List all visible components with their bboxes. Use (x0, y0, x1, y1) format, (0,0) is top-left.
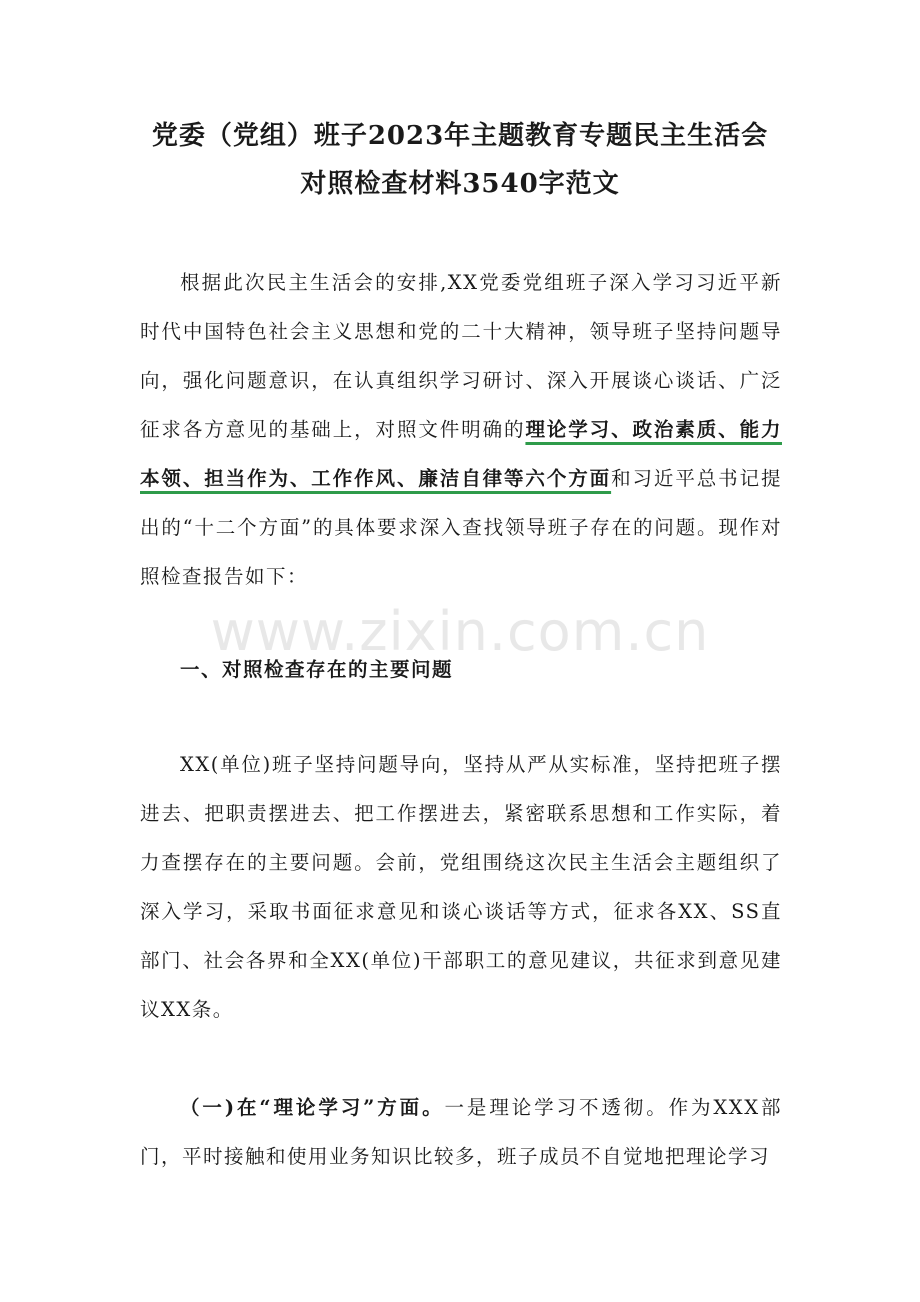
subsection-lead: （一)在“理论学习”方面。 (180, 1096, 445, 1119)
section-heading: 一、对照检查存在的主要问题 (180, 658, 454, 681)
subsection-text: 一是理论学习不透彻。作为XXX部门，平时接触和使用业务知识比较多，班子成员不自觉地把理论学习 (140, 1096, 782, 1168)
intro-paragraph (140, 258, 782, 601)
intro-text-part1: 根据此次民主生活会的安排,XX党委党组班子深入学习习近平新时代中国特色社会主义思想和党的二十大精神，领导班子坚持问题导向，强化问题意识，在认真组织学习研讨、深入开展谈心谈话、广泛征求各方意见的基础上，对照文件明确的 (140, 271, 782, 441)
section-paragraph: XX(单位)班子坚持问题导向，坚持从严从实标准，坚持把班子摆进去、把职责摆进去、把工作摆进去，紧密联系思想和工作实际，着力查摆存在的主要问题。会前，党组围绕这次民主生活会主题组织了深入学习，采取书面征求意见和谈心谈话等方式，征求各XX、SS直部门、社会各界和全XX(单位)干部职工的意见建议，共征求到意见建议XX条。 (140, 753, 782, 1021)
intro-highlight: 理论学习、政治素质、能力本领、担当作为、工作作风、廉洁自律等六个方面 (140, 418, 782, 490)
document-title-line2: 对照检查材料3540字范文 (300, 169, 620, 199)
document-title-line1: 党委（党组）班子2023年主题教育专题民主生活会 (151, 121, 769, 151)
intro-text-part2: 和习近平总书记提出的“十二个方面”的具体要求深入查找领导班子存在的问题。现作对照检查报告如下： (140, 467, 782, 588)
subsection-paragraph (140, 1083, 782, 1181)
watermark: www.zixin.com.cn (210, 600, 710, 663)
